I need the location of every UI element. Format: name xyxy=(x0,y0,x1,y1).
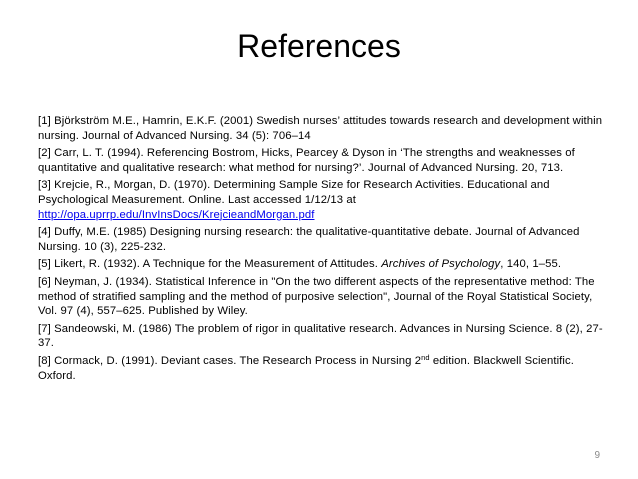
reference-3-link[interactable]: http://opa.uprrp.edu/InvInsDocs/KrejcieandMorgan.pdf xyxy=(38,208,315,221)
slide-title: References xyxy=(237,28,401,64)
reference-8 xyxy=(38,354,604,383)
reference-list xyxy=(38,114,604,386)
reference-7 xyxy=(38,322,604,351)
reference-5-text-after: , 140, 1–55. xyxy=(500,258,562,271)
reference-8-superscript: nd xyxy=(421,352,430,362)
reference-3-text: [3] Krejcie, R., Morgan, D. (1970). Determining Sample Size for Research Activities. Educational and Psychological Measurement. Online. Last accessed 1/12/13 at xyxy=(38,179,550,206)
reference-2 xyxy=(38,146,604,175)
reference-8-text-after: edition. Blackwell Scientific. Oxford. xyxy=(38,354,575,382)
reference-5-text-before: [5] Likert, R. (1932). A Technique for the Measurement of Attitudes. xyxy=(38,258,382,271)
reference-6-text: [6] Neyman, J. (1934). Statistical Inference in "On the two different aspects of the representative method: The method of stratified sampling and the method of purposive selection", Journal of the Royal Statistical Society, Vol. 97 (4), 557–625. Published by Wiley. xyxy=(38,275,595,318)
reference-1-text: [1] Björkström M.E., Hamrin, E.K.F. (2001) Swedish nurses’ attitudes towards research and development within nursing. Journal of Advanced Nursing. 34 (5): 706–14 xyxy=(38,115,603,142)
reference-5-journal: Archives of Psychology xyxy=(381,258,501,271)
reference-4-text: [4] Duffy, M.E. (1985) Designing nursing research: the qualitative-quantitative debate. Journal of Advanced Nursing. 10 (3), 225-232. xyxy=(38,226,580,253)
reference-6 xyxy=(38,275,604,319)
reference-3 xyxy=(38,178,604,222)
reference-5 xyxy=(38,257,604,272)
reference-1 xyxy=(38,114,604,143)
reference-8-text-before: [8] Cormack, D. (1991). Deviant cases. The Research Process in Nursing 2 xyxy=(38,354,422,367)
reference-4 xyxy=(38,225,604,254)
reference-2-text: [2] Carr, L. T. (1994). Referencing Bostrom, Hicks, Pearcey & Dyson in ‘The strengths and weaknesses of quantitative and qualitative research: what method for nursing?’. Journal of Advanced Nursing. 20, 713. xyxy=(38,147,575,174)
page-number: 9 xyxy=(594,450,600,461)
reference-7-text: [7] Sandeowski, M. (1986) The problem of rigor in qualitative research. Advances in Nursing Science. 8 (2), 27-37. xyxy=(38,322,603,350)
